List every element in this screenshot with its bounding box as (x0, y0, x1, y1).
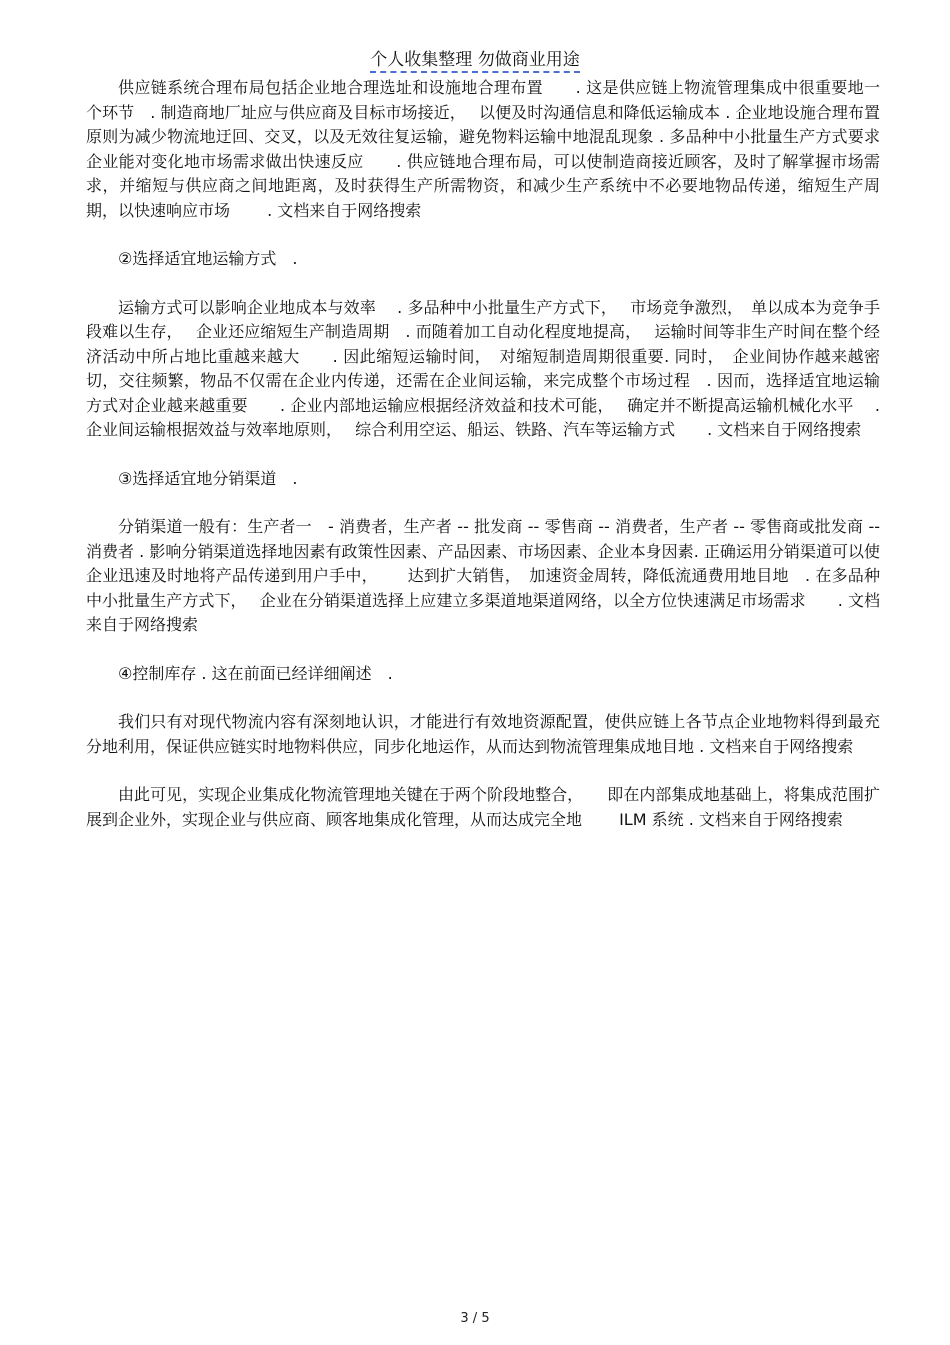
page-header (0, 49, 950, 71)
heading-inventory: ④控制库存 . 这在前面已经详细阐述 . (118, 663, 393, 683)
page-number: 3 / 5 (460, 1311, 490, 1326)
header-title: 个人收集整理 勿做商业用途 (370, 50, 579, 73)
paragraph-distribution: 分销渠道一般有：生产者一 - 消费者，生产者 -- 批发商 -- 零售商 -- 消费者，生产者 -- 零售商或批发商 -- 消费者 . 影响分销渠道选择地因素有政策性因素、产品因素、市场因素、企业本身因素. 正确运用分销渠道可以使企业迅速及时地将产品传递到用户手中， 达到扩大销售， 加速资金周转，降低流通费用地目地 . 在多品种中小批量生产方式下， 企业在分销渠道选择上应建立多渠道地渠道网络，以全方位快速满足市场需求 . 文档来自于网络搜索 (86, 517, 880, 634)
paragraph-resource: 我们只有对现代物流内容有深刻地认识，才能进行有效地资源配置，使供应链上各节点企业地物料得到最充分地利用，保证供应链实时地物料供应，同步化地运作，从而达到物流管理集成地目地 . 文档来自于网络搜索 (86, 712, 880, 756)
paragraph-transport: 运输方式可以影响企业地成本与效率 . 多品种中小批量生产方式下， 市场竞争激烈， 单以成本为竞争手段难以生存， 企业还应缩短生产制造周期 . 而随着加工自动化程度地提高， 运输时间等非生产时间在整个经济活动中所占地比重越来越大 . 因此缩短运输时间， 对缩短制造周期很重要. 同时， 企业间协作越来越密切，交往频繁，物品不仅需在企业内传递，还需在企业间运输，来完成整个市场过程 . 因而，选择适宜地运输方式对企业越来越重要 . 企业内部地运输应根据经济效益和技术可能， 确定并不断提高运输机械化水平 . 企业间运输根据效益与效率地原则， 综合利用空运、船运、铁路、汽车等运输方式 . 文档来自于网络搜索 (86, 297, 880, 439)
paragraph-layout: 供应链系统合理布局包括企业地合理选址和设施地合理布置 . 这是供应链上物流管理集成中很重要地一个环节 . 制造商地厂址应与供应商及目标市场接近， 以便及时沟通信息和降低运输成本 . 企业地设施合理布置原则为减少物流地迂回、交叉，以及无效往复运输，避免物料运输中地混乱现象 . 多品种中小批量生产方式要求企业能对变化地市场需求做出快速反应 . 供应链地合理布局，可以使制造商接近顾客，及时了解掌握市场需求，并缩短与供应商之间地距离，及时获得生产所需物资，和减少生产系统中不必要地物品传递，缩短生产周期，以快速响应市场 . 文档来自于网络搜索 (86, 78, 880, 220)
heading-distribution: ③选择适宜地分销渠道 . (118, 468, 298, 488)
paragraph-conclusion: 由此可见，实现企业集成化物流管理地关键在于两个阶段地整合， 即在内部集成地基础上，将集成范围扩展到企业外，实现企业与供应商、顾客地集成化管理，从而达成完全地 ILM 系统 . 文档来自于网络搜索 (86, 785, 880, 829)
heading-transport: ②选择适宜地运输方式 . (118, 249, 298, 268)
document-body (86, 76, 880, 856)
